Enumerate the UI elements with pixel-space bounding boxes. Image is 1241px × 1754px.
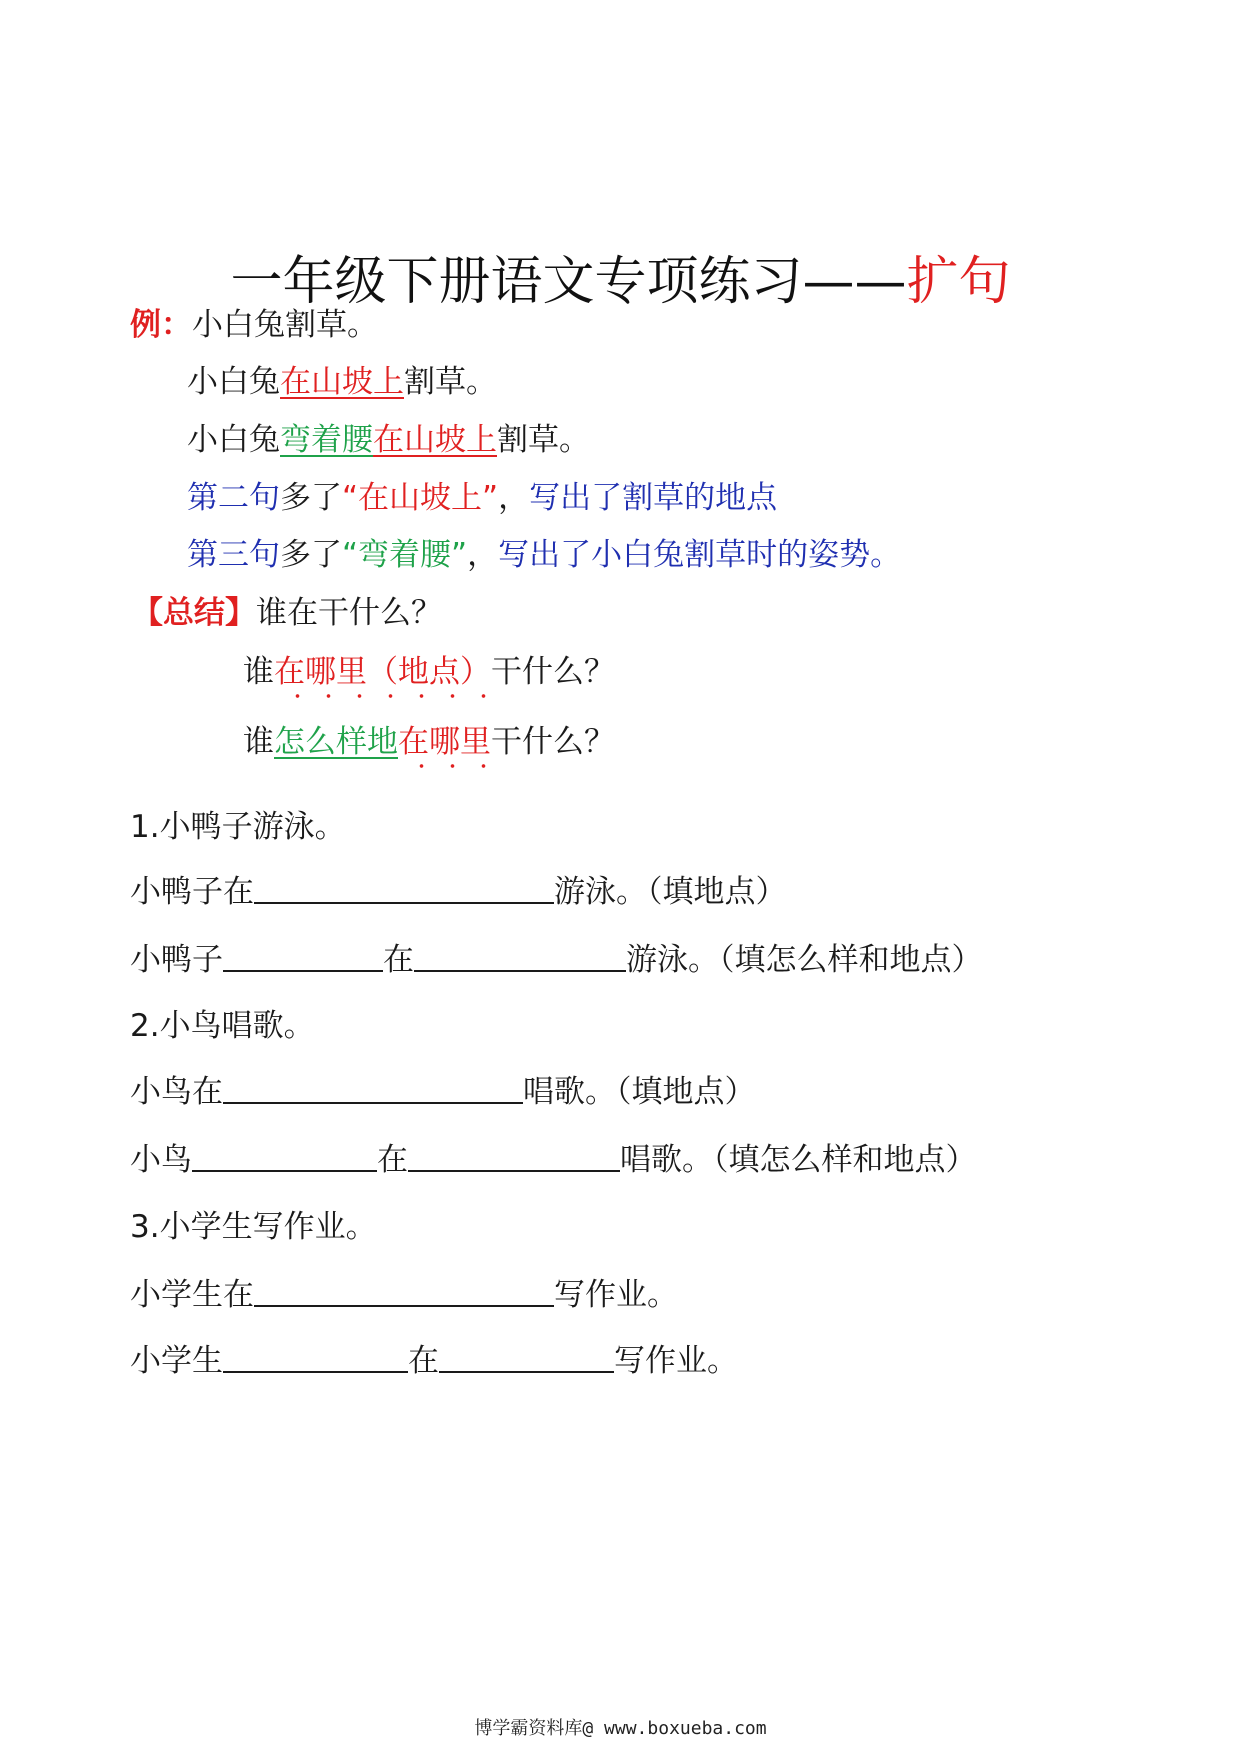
note-part: 写出了小白兔割草时的姿势。 (498, 537, 902, 573)
exercise-row (130, 1140, 977, 1180)
footer-watermark: 博学霸资料库@ www.boxueba.com (474, 1718, 767, 1739)
title-main: 一年级下册语文专项练习—— (230, 252, 907, 312)
title-highlight: 扩句 (906, 252, 1011, 312)
summary-what: 干什么？ (491, 654, 615, 690)
answer-blank[interactable] (223, 940, 383, 972)
exercise-suffix: 写作业。 (554, 1277, 678, 1313)
example-verb: 割草。 (404, 364, 497, 400)
exercise-row (130, 872, 787, 912)
summary-where: 在哪里 (398, 724, 491, 760)
summary-line-1 (132, 593, 442, 633)
exercise-row (130, 1072, 756, 1112)
example-base: 小白兔割草。 (192, 307, 378, 343)
note-part: ， (498, 480, 530, 516)
exercise-prefix: 小鸭子在 (130, 874, 254, 910)
answer-blank[interactable] (223, 1341, 408, 1373)
exercise-row (130, 940, 983, 980)
exercise-row (130, 1275, 678, 1315)
summary-line-2 (243, 652, 615, 692)
example-place: 在山坡上 (373, 422, 497, 458)
example-label: 例： (130, 307, 192, 343)
summary-label: 【总结】 (132, 595, 256, 631)
answer-blank[interactable] (414, 940, 626, 972)
exercise-suffix: 游泳。（填地点） (554, 874, 787, 910)
note-part: 第二句 (187, 480, 280, 516)
exercise-suffix: 唱歌。（填地点） (523, 1074, 756, 1110)
note-part: ， (467, 537, 499, 573)
example-note-2 (187, 535, 901, 575)
exercise-middle: 在 (408, 1343, 439, 1379)
exercise-prefix: 小学生在 (130, 1277, 254, 1313)
summary-line-3 (243, 722, 615, 762)
answer-blank[interactable] (408, 1140, 620, 1172)
summary-who: 谁 (243, 654, 274, 690)
exercise-title: 2.小鸟唱歌。 (130, 1008, 315, 1044)
exercise-row (130, 1341, 738, 1381)
note-part: 多了 (280, 480, 342, 516)
example-note-1 (187, 478, 777, 518)
answer-blank[interactable] (439, 1341, 614, 1373)
exercise-suffix: 写作业。 (614, 1343, 738, 1379)
example-line-3 (187, 420, 590, 460)
exercise-prefix: 小鸟 (130, 1142, 192, 1178)
note-part: 多了 (280, 537, 342, 573)
summary-where: 在哪里（地点） (274, 654, 491, 690)
example-place: 在山坡上 (280, 364, 404, 400)
exercise-prefix: 小鸟在 (130, 1074, 223, 1110)
exercise-middle: 在 (377, 1142, 408, 1178)
example-base-line (130, 305, 378, 345)
exercise-title: 1.小鸭子游泳。 (130, 809, 346, 845)
answer-blank[interactable] (192, 1140, 377, 1172)
note-part: 写出了割草的地点 (529, 480, 778, 516)
example-verb: 割草。 (497, 422, 590, 458)
example-subject: 小白兔 (187, 364, 280, 400)
summary-who: 谁 (243, 724, 274, 760)
example-subject: 小白兔 (187, 422, 280, 458)
example-line-2 (187, 362, 497, 402)
exercise-prefix: 小鸭子 (130, 942, 223, 978)
exercise-suffix: 游泳。（填怎么样和地点） (626, 942, 983, 978)
exercise-suffix: 唱歌。（填怎么样和地点） (620, 1142, 977, 1178)
note-part: 第三句 (187, 537, 280, 573)
note-quote: “在山坡上” (342, 480, 499, 516)
example-manner: 弯着腰 (280, 422, 373, 458)
exercise-title: 3.小学生写作业。 (130, 1209, 377, 1245)
exercise-middle: 在 (383, 942, 414, 978)
note-quote: “弯着腰” (342, 537, 468, 573)
summary-what: 干什么？ (491, 724, 615, 760)
answer-blank[interactable] (254, 872, 554, 904)
exercise-prefix: 小学生 (130, 1343, 223, 1379)
answer-blank[interactable] (254, 1275, 554, 1307)
summary-q1: 谁在干什么？ (256, 595, 442, 631)
summary-how: 怎么样地 (274, 724, 398, 760)
answer-blank[interactable] (223, 1072, 523, 1104)
